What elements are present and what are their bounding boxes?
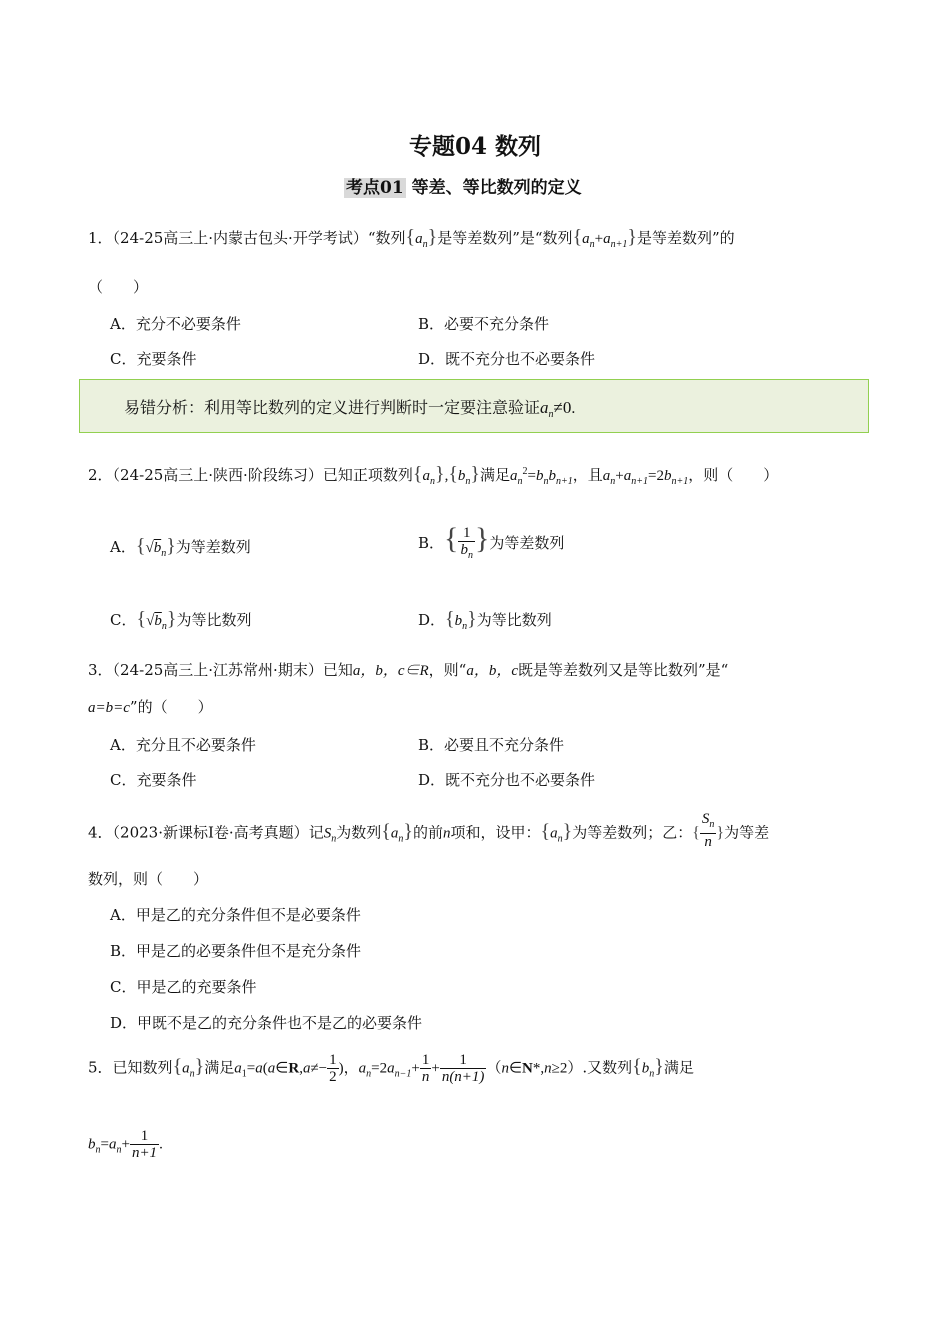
option-a[interactable]: A．甲是乙的充分条件但不是必要条件: [110, 906, 361, 924]
question-source: （24-25高三上·陕西·阶段练习）: [112, 466, 323, 484]
option-d[interactable]: D．既不充分也不必要条件: [418, 350, 596, 368]
page-title: 专题04 数列: [408, 133, 541, 160]
option-d[interactable]: D．$\{b_n\}$为等比数列: [418, 608, 552, 632]
fraction: $\frac{1}{n+1}$: [131, 1128, 158, 1161]
fraction: $\frac{1}{2}$: [329, 1052, 337, 1085]
question-number: 3．: [88, 661, 113, 679]
question-4-stem: 4．（2023·新课标Ⅰ卷·高考真题）记$S_n$为数列$\{a_n\}$的前n项和，设甲：$\{a_n\}$为等差数列；乙：{ $\frac{S_n}{n}$ }为等差: [88, 811, 770, 850]
fraction: $\frac{1}{b_n}$: [460, 524, 473, 561]
question-3-line2: a=b=c”的（ ）: [88, 698, 213, 716]
answer-blank: （ ）: [88, 278, 149, 296]
option-c[interactable]: C．$\{√b_n\}$为等比数列: [110, 608, 252, 632]
option-b[interactable]: B．{ $\frac{1}{b_n}$ }为等差数列: [418, 522, 564, 564]
option-c[interactable]: C．甲是乙的充要条件: [110, 978, 257, 996]
fraction: $\frac{S_n}{n}$: [701, 811, 715, 850]
option-a[interactable]: A．充分不必要条件: [110, 315, 241, 333]
question-2-stem: 2．（24-25高三上·陕西·阶段练习）已知正项数列$\{a_n\},\{b_n\}$满足$a_n^2=b_nb_{n+1}$，且$a_n+a_{n+1}=2b_{n+1}$，则（ ）: [88, 463, 779, 487]
option-a[interactable]: A．$\{√b_n\}$为等差数列: [110, 535, 251, 559]
option-b[interactable]: B．必要且不充分条件: [418, 736, 565, 754]
question-source: （24-25高三上·江苏常州·期末）: [112, 661, 323, 679]
question-number: 1．: [88, 229, 113, 247]
option-c[interactable]: C．充要条件: [110, 350, 197, 368]
option-b[interactable]: B．甲是乙的必要条件但不是充分条件: [110, 942, 362, 960]
option-d[interactable]: D．既不充分也不必要条件: [418, 771, 596, 789]
question-5-stem: 5．已知数列$\{a_n\}$满足$a_1=a(a\in R,a\ne-$ $\frac{1}{2}$ )，$a_n=2a_{n-1}+$ $\frac{1}{n}$ + $\frac{1}{n(n+1)}$ （n∈N*,n≥2）.又数列$\{b_n\}$满足: [88, 1052, 694, 1085]
fraction: $\frac{1}{n(n+1)}$: [441, 1052, 485, 1085]
question-4-line2: 数列，则（ ）: [88, 870, 209, 888]
section-title-text: 等差、等比数列的定义: [405, 178, 582, 198]
error-analysis-text: 易错分析：利用等比数列的定义进行判断时一定要注意验证$a_n\ne 0$.: [124, 398, 576, 421]
fraction: $\frac{1}{n}$: [421, 1052, 430, 1085]
section-number: 考点01: [346, 178, 404, 198]
question-5-line2: $b_n=a_n+$ $\frac{1}{n+1}$ .: [88, 1128, 163, 1161]
question-number: 2．: [88, 466, 113, 484]
option-c[interactable]: C．充要条件: [110, 771, 197, 789]
section-title: [344, 173, 582, 198]
option-d[interactable]: D．甲既不是乙的充分条件也不是乙的必要条件: [110, 1014, 423, 1032]
question-number: 4．: [88, 823, 113, 842]
option-b[interactable]: B．必要不充分条件: [418, 315, 550, 333]
question-source: （2023·新课标Ⅰ卷·高考真题）: [112, 823, 309, 842]
question-source: （24-25高三上·内蒙古包头·开学考试）: [112, 229, 368, 247]
option-a[interactable]: A．充分且不必要条件: [110, 736, 256, 754]
question-1-stem: 1．（24-25高三上·内蒙古包头·开学考试）“数列$\{a_n\}$是等差数列”是“数列$\{a_n+a_{n+1}\}$是等差数列”的: [88, 226, 735, 250]
set-brace: {: [405, 226, 416, 248]
question-3-stem: 3．（24-25高三上·江苏常州·期末）已知a，b，c∈R，则“a，b，c既是等差数列又是等比数列”是“: [88, 661, 729, 679]
error-analysis-box: [79, 379, 869, 433]
question-number: 5．: [88, 1058, 113, 1077]
